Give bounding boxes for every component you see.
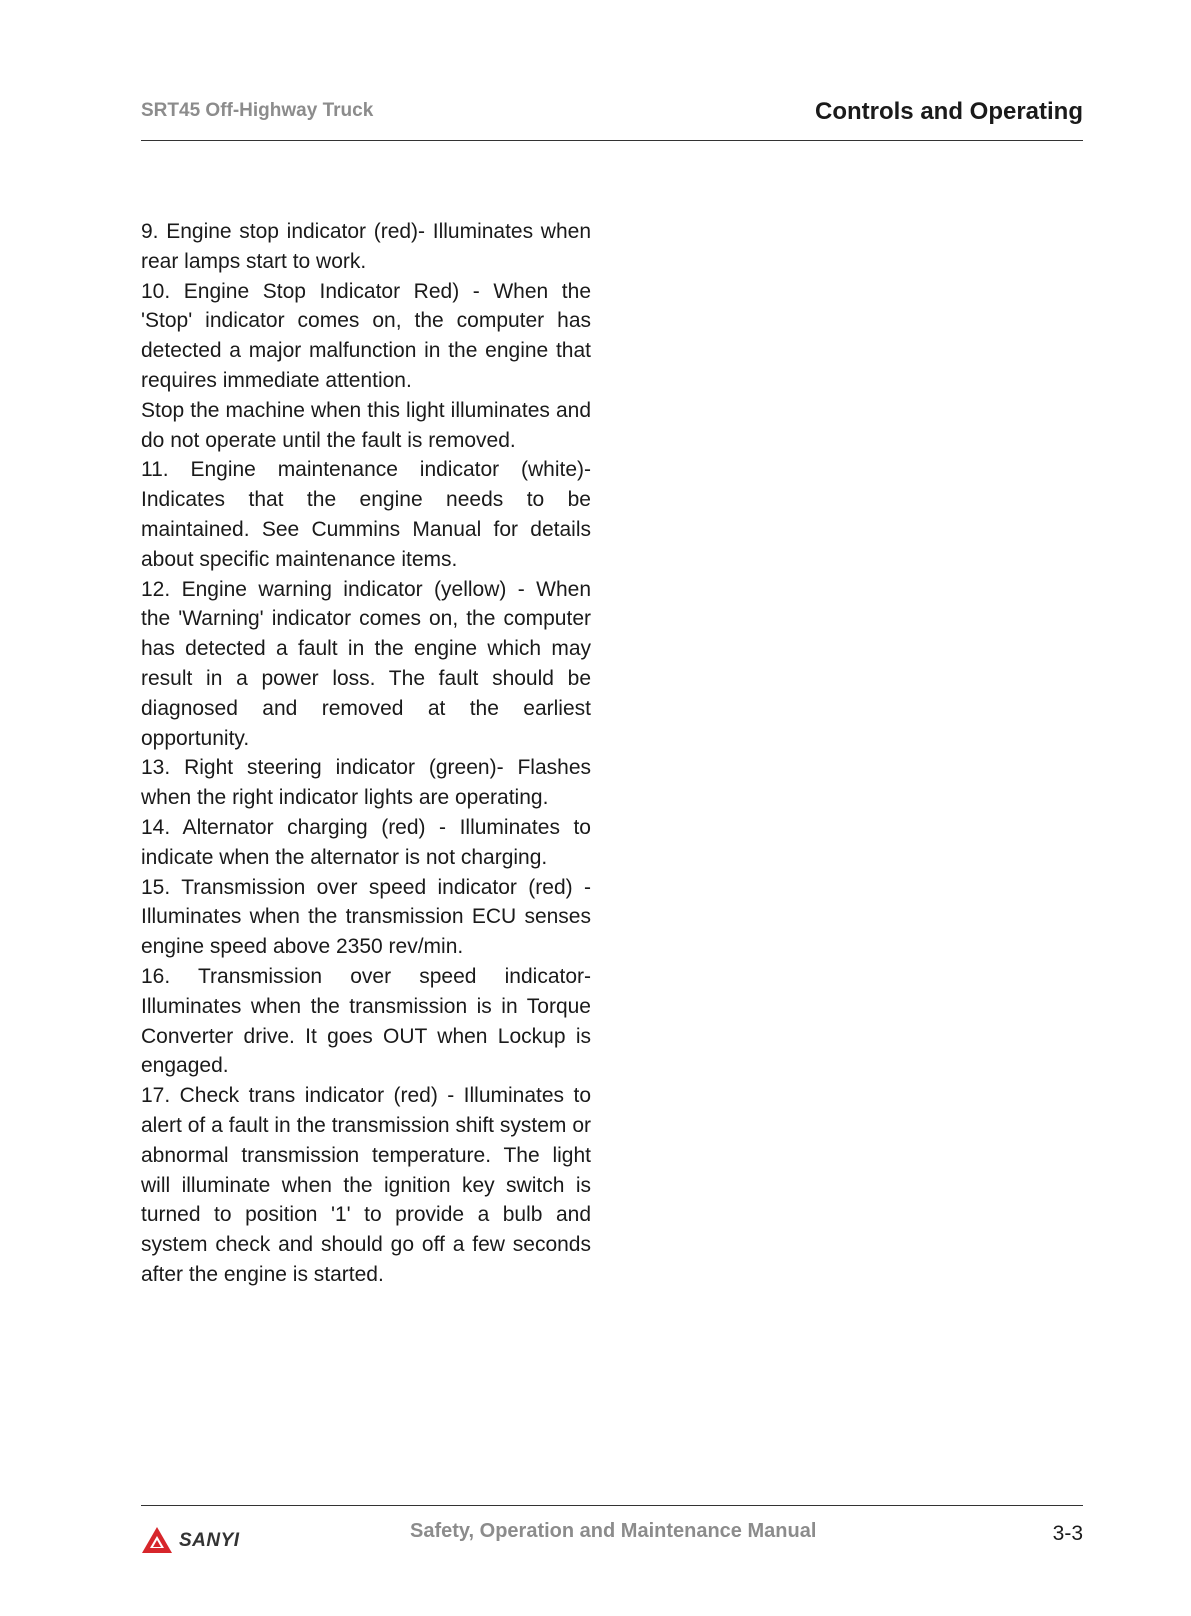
paragraph-item-16: 16. Transmission over speed indicator- Illuminates when the transmission is in Torque Converter drive. It goes OUT when Lockup is engaged. — [141, 964, 591, 1078]
logo-wordmark: SANYI — [179, 1530, 240, 1551]
section-title: Controls and Operating — [814, 98, 1083, 125]
paragraph-item-17: 17. Check trans indicator (red) - Illuminates to alert of a fault in the transmission shift system or abnormal transmission temperature. The light will illuminate when the ignition key switch is turned to position '1' to provide a bulb and system check and should go off a few seconds after the engine is started. — [141, 1084, 591, 1286]
paragraph-item-15: 15. Transmission over speed indicator (red) - Illuminates when the transmission ECU senses engine speed above 2350 rev/min. — [141, 875, 591, 959]
paragraph-item-14: 14. Alternator charging (red) - Illuminates to indicate when the alternator is not charging. — [141, 815, 591, 869]
paragraph-item-10-note: Stop the machine when this light illuminates and do not operate until the fault is removed. — [141, 398, 591, 452]
footer-divider — [141, 1505, 1083, 1506]
sanyi-logo-icon — [141, 1526, 173, 1556]
page-number: 3-3 — [1052, 1522, 1083, 1545]
paragraph-item-9: 9. Engine stop indicator (red)- Illuminates when rear lamps start to work. — [141, 220, 591, 273]
main-text-column — [141, 217, 591, 1290]
paragraph-item-10: 10. Engine Stop Indicator Red) - When the 'Stop' indicator comes on, the computer has detected a major malfunction in the engine that requires immediate attention. — [141, 279, 591, 392]
paragraph-item-13: 13. Right steering indicator (green)- Flashes when the right indicator lights are operating. — [141, 756, 591, 810]
sanyi-logo — [141, 1526, 240, 1556]
paragraph-item-11: 11. Engine maintenance indicator (white)- Indicates that the engine needs to be maintained. See Cummins Manual for details about specific maintenance items. — [141, 458, 591, 571]
paragraph-item-12: 12. Engine warning indicator (yellow) - When the 'Warning' indicator comes on, the computer has detected a fault in the engine which may result in a power loss. The fault should be diagnosed and removed at the earliest opportunity. — [141, 577, 591, 750]
footer-manual-title: Safety, Operation and Maintenance Manual — [410, 1520, 817, 1542]
running-header-title: SRT45 Off-Highway Truck — [141, 100, 374, 121]
header-divider — [141, 140, 1083, 141]
